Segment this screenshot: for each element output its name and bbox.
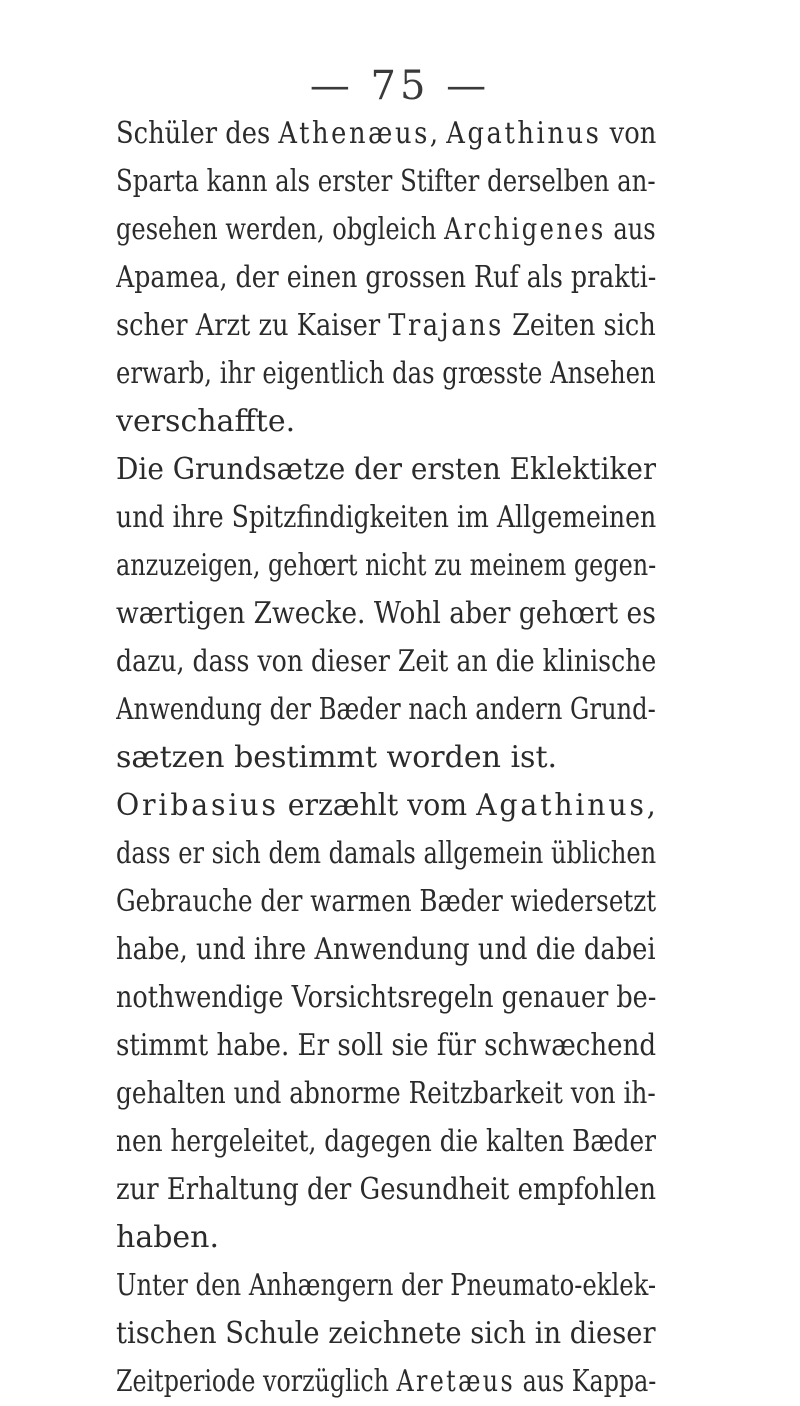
text-line [116,974,656,1022]
text-line [116,878,656,926]
text-run: anzuzeigen, gehœrt nicht zu meinem gegen- [116,548,657,583]
text-run: erzæhlt vom [278,788,477,823]
text-run: Anwendung der Bæder nach andern Grund- [116,692,656,727]
text-run: dazu, dass von dieser Zeit an die klinische [116,644,656,679]
text-run: erwarb, ihr eigentlich das grœsste Ansehen [116,356,656,391]
spaced-name: Archigenes [444,212,606,247]
text-line [116,542,656,590]
text-line [116,350,656,398]
text-line [116,590,656,638]
text-run: dass er sich dem damals allgemein üblichen [116,836,657,871]
text-run: von [601,116,656,151]
text-line [116,494,656,542]
text-line [116,1022,656,1070]
text-line [116,1070,656,1118]
text-run: Die Grundsætze der ersten Eklektiker [116,452,656,487]
body-text [116,110,656,1406]
text-run: verschaffte. [116,404,296,439]
text-line [116,926,656,974]
spaced-name: Agathinus [446,116,602,151]
text-run: nothwendige Vorsichtsregeln genauer be- [116,980,657,1015]
text-line [116,158,656,206]
text-run: haben. [116,1220,220,1255]
text-line [116,1118,656,1166]
text-run: Gebrauche der warmen Bæder wiedersetzt [116,884,657,919]
text-line [116,734,656,782]
text-line [116,1358,656,1406]
text-run: Apamea, der einen grossen Ruf als prakti- [116,260,656,295]
text-run: zur Erhaltung der Gesundheit empfohlen [116,1172,656,1207]
text-run: gesehen werden, obgleich [116,212,445,247]
spaced-name: Aretæus [396,1364,516,1399]
text-run: , [646,788,656,823]
text-line [116,254,656,302]
text-line [116,110,656,158]
text-run: scher Arzt zu Kaiser [116,308,389,343]
text-run: Schüler des [116,116,279,151]
text-run: Sparta kann als erster Stifter derselben an- [116,164,656,199]
text-run: gehalten und abnorme Reitzbarkeit von ih- [116,1076,656,1111]
text-run: stimmt habe. Er soll sie für schwæchend [116,1028,657,1063]
text-run: sætzen bestimmt worden ist. [116,740,558,775]
spaced-name: Athenæus [278,116,430,151]
text-run: nen hergeleitet, dagegen die kalten Bæder [116,1124,657,1159]
text-line [116,1310,656,1358]
spaced-name: Trajans [388,308,504,343]
text-line [116,446,656,494]
text-run: wærtigen Zwecke. Wohl aber gehœrt es [116,596,656,631]
text-run: tischen Schule zeichnete sich in dieser [116,1316,656,1351]
text-line [116,782,656,830]
text-line [116,638,656,686]
text-line [116,1262,656,1310]
text-line [116,206,656,254]
text-run: aus [605,212,656,247]
text-line [116,398,656,446]
text-run: Zeiten sich [503,308,656,343]
text-run: Zeitperiode vorzüglich [116,1364,397,1399]
page-number: — 75 — [309,63,491,109]
text-line [116,1214,656,1262]
text-line [116,686,656,734]
text-run: Unter den Anhængern der Pneumato-eklek- [116,1268,657,1303]
text-run: aus Kappa- [515,1364,657,1399]
spaced-name: Oribasius [116,788,279,823]
text-run: habe, und ihre Anwendung und die dabei [116,932,656,967]
text-run: , [429,116,447,151]
text-line [116,830,656,878]
text-run: und ihre Spitzfindigkeiten im Allgemeinen [116,500,656,535]
spaced-name: Agathinus [476,788,647,823]
text-line [116,1166,656,1214]
text-line [116,302,656,350]
